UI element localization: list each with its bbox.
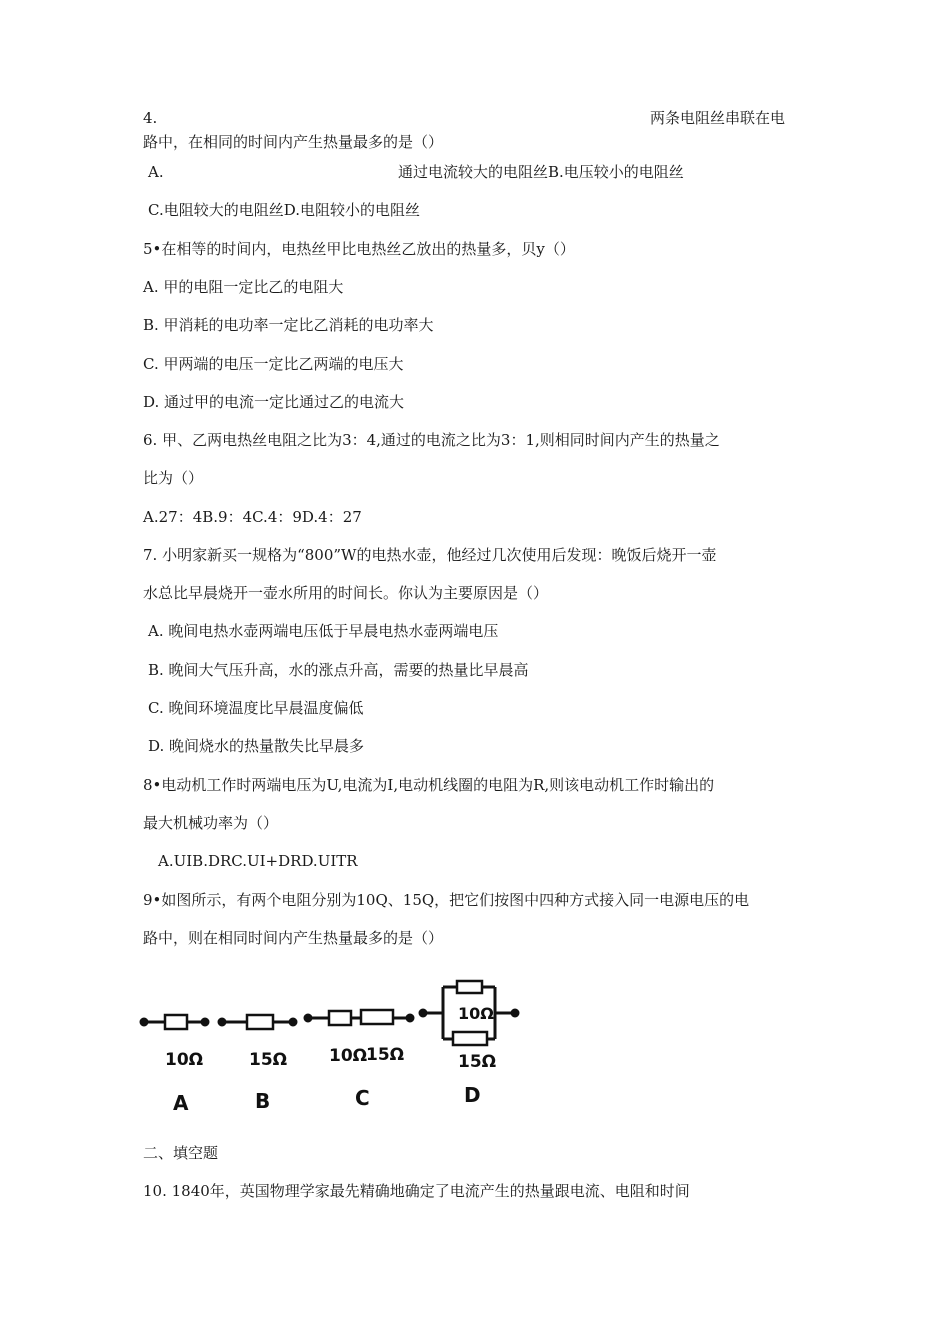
q4-stem-right: 两条电阻丝串联在电 [650,109,786,127]
q4-stem-cont: 路中，在相同的时间内产生热量最多的是（） [143,133,444,151]
q4-option-a-b: 通过电流较大的电阻丝B.电压较小的电阻丝 [398,163,684,181]
q4-number: 4. [143,109,158,127]
q5-stem: 5•在相等的时间内，电热丝甲比电热丝乙放出的热量多，贝y（） [143,240,575,258]
q8-options: A.UIB.DRC.UI+DRD.UITR [158,852,358,870]
q5-option-c: C. 甲两端的电压一定比乙两端的电压大 [143,355,404,373]
circuit-c-label: C [355,1086,370,1110]
circuit-b-value: 15Ω [249,1050,288,1070]
circuit-c [305,1010,413,1025]
circuit-d-label: D [464,1083,481,1107]
circuit-c-value-1: 10Ω [329,1046,368,1066]
q8-stem-line1: 8•电动机工作时两端电压为U,电流为I,电动机线圈的电阻为R,则该电动机工作时输出的 [143,776,715,794]
q7-option-a: A. 晚间电热水壶两端电压低于早晨电热水壶两端电压 [148,622,499,640]
section-title: 二、填空题 [143,1144,219,1162]
q8-stem-line2: 最大机械功率为（） [143,814,279,832]
q5-option-a: A. 甲的电阻一定比乙的电阻大 [143,278,344,296]
circuit-b [219,1015,296,1029]
q6-stem-line1: 6. 甲、乙两电热丝电阻之比为3：4,通过的电流之比为3：1,则相同时间内产生的热量之 [143,431,720,449]
q9-stem-line1: 9•如图所示，有两个电阻分别为10Q、15Q，把它们按图中四种方式接入同一电源电压的电 [143,891,750,909]
q7-option-c: C. 晚间环境温度比早晨温度偏低 [148,699,364,717]
circuit-a-value: 10Ω [165,1050,204,1070]
q7-stem-line1: 7. 小明家新买一规格为“800”W的电热水壶，他经过几次使用后发现：晚饭后烧开一壶 [143,546,717,564]
q9-stem-line2: 路中，则在相同时间内产生热量最多的是（） [143,929,444,947]
q7-option-b: B. 晚间大气压升高，水的涨点升高，需要的热量比早晨高 [148,661,529,679]
q6-stem-line2: 比为（） [143,469,204,487]
q7-option-d: D. 晚间烧水的热量散失比早晨多 [148,737,365,755]
circuit-c-value-2: 15Ω [366,1045,405,1065]
q4-option-a-label: A. [148,163,164,181]
circuit-a-label: A [173,1091,189,1115]
q5-option-d: D. 通过甲的电流一定比通过乙的电流大 [143,393,405,411]
q7-stem-line2: 水总比早晨烧开一壶水所用的时间长。你认为主要原因是（） [143,584,549,602]
q10-stem: 10. 1840年，英国物理学家最先精确地确定了电流产生的热量跟电流、电阻和时间 [143,1182,690,1200]
circuit-d-value-top: 10Ω [458,1004,494,1023]
circuit-a [141,1015,208,1029]
q6-options: A.27：4B.9：4C.4：9D.4：27 [143,508,362,526]
q5-option-b: B. 甲消耗的电功率一定比乙消耗的电功率大 [143,316,434,334]
circuit-b-label: B [255,1089,271,1113]
resistor-circuit-figure [135,975,535,1125]
q4-option-c-d: C.电阻较大的电阻丝D.电阻较小的电阻丝 [148,201,420,219]
circuit-d-value-bottom: 15Ω [458,1052,497,1072]
